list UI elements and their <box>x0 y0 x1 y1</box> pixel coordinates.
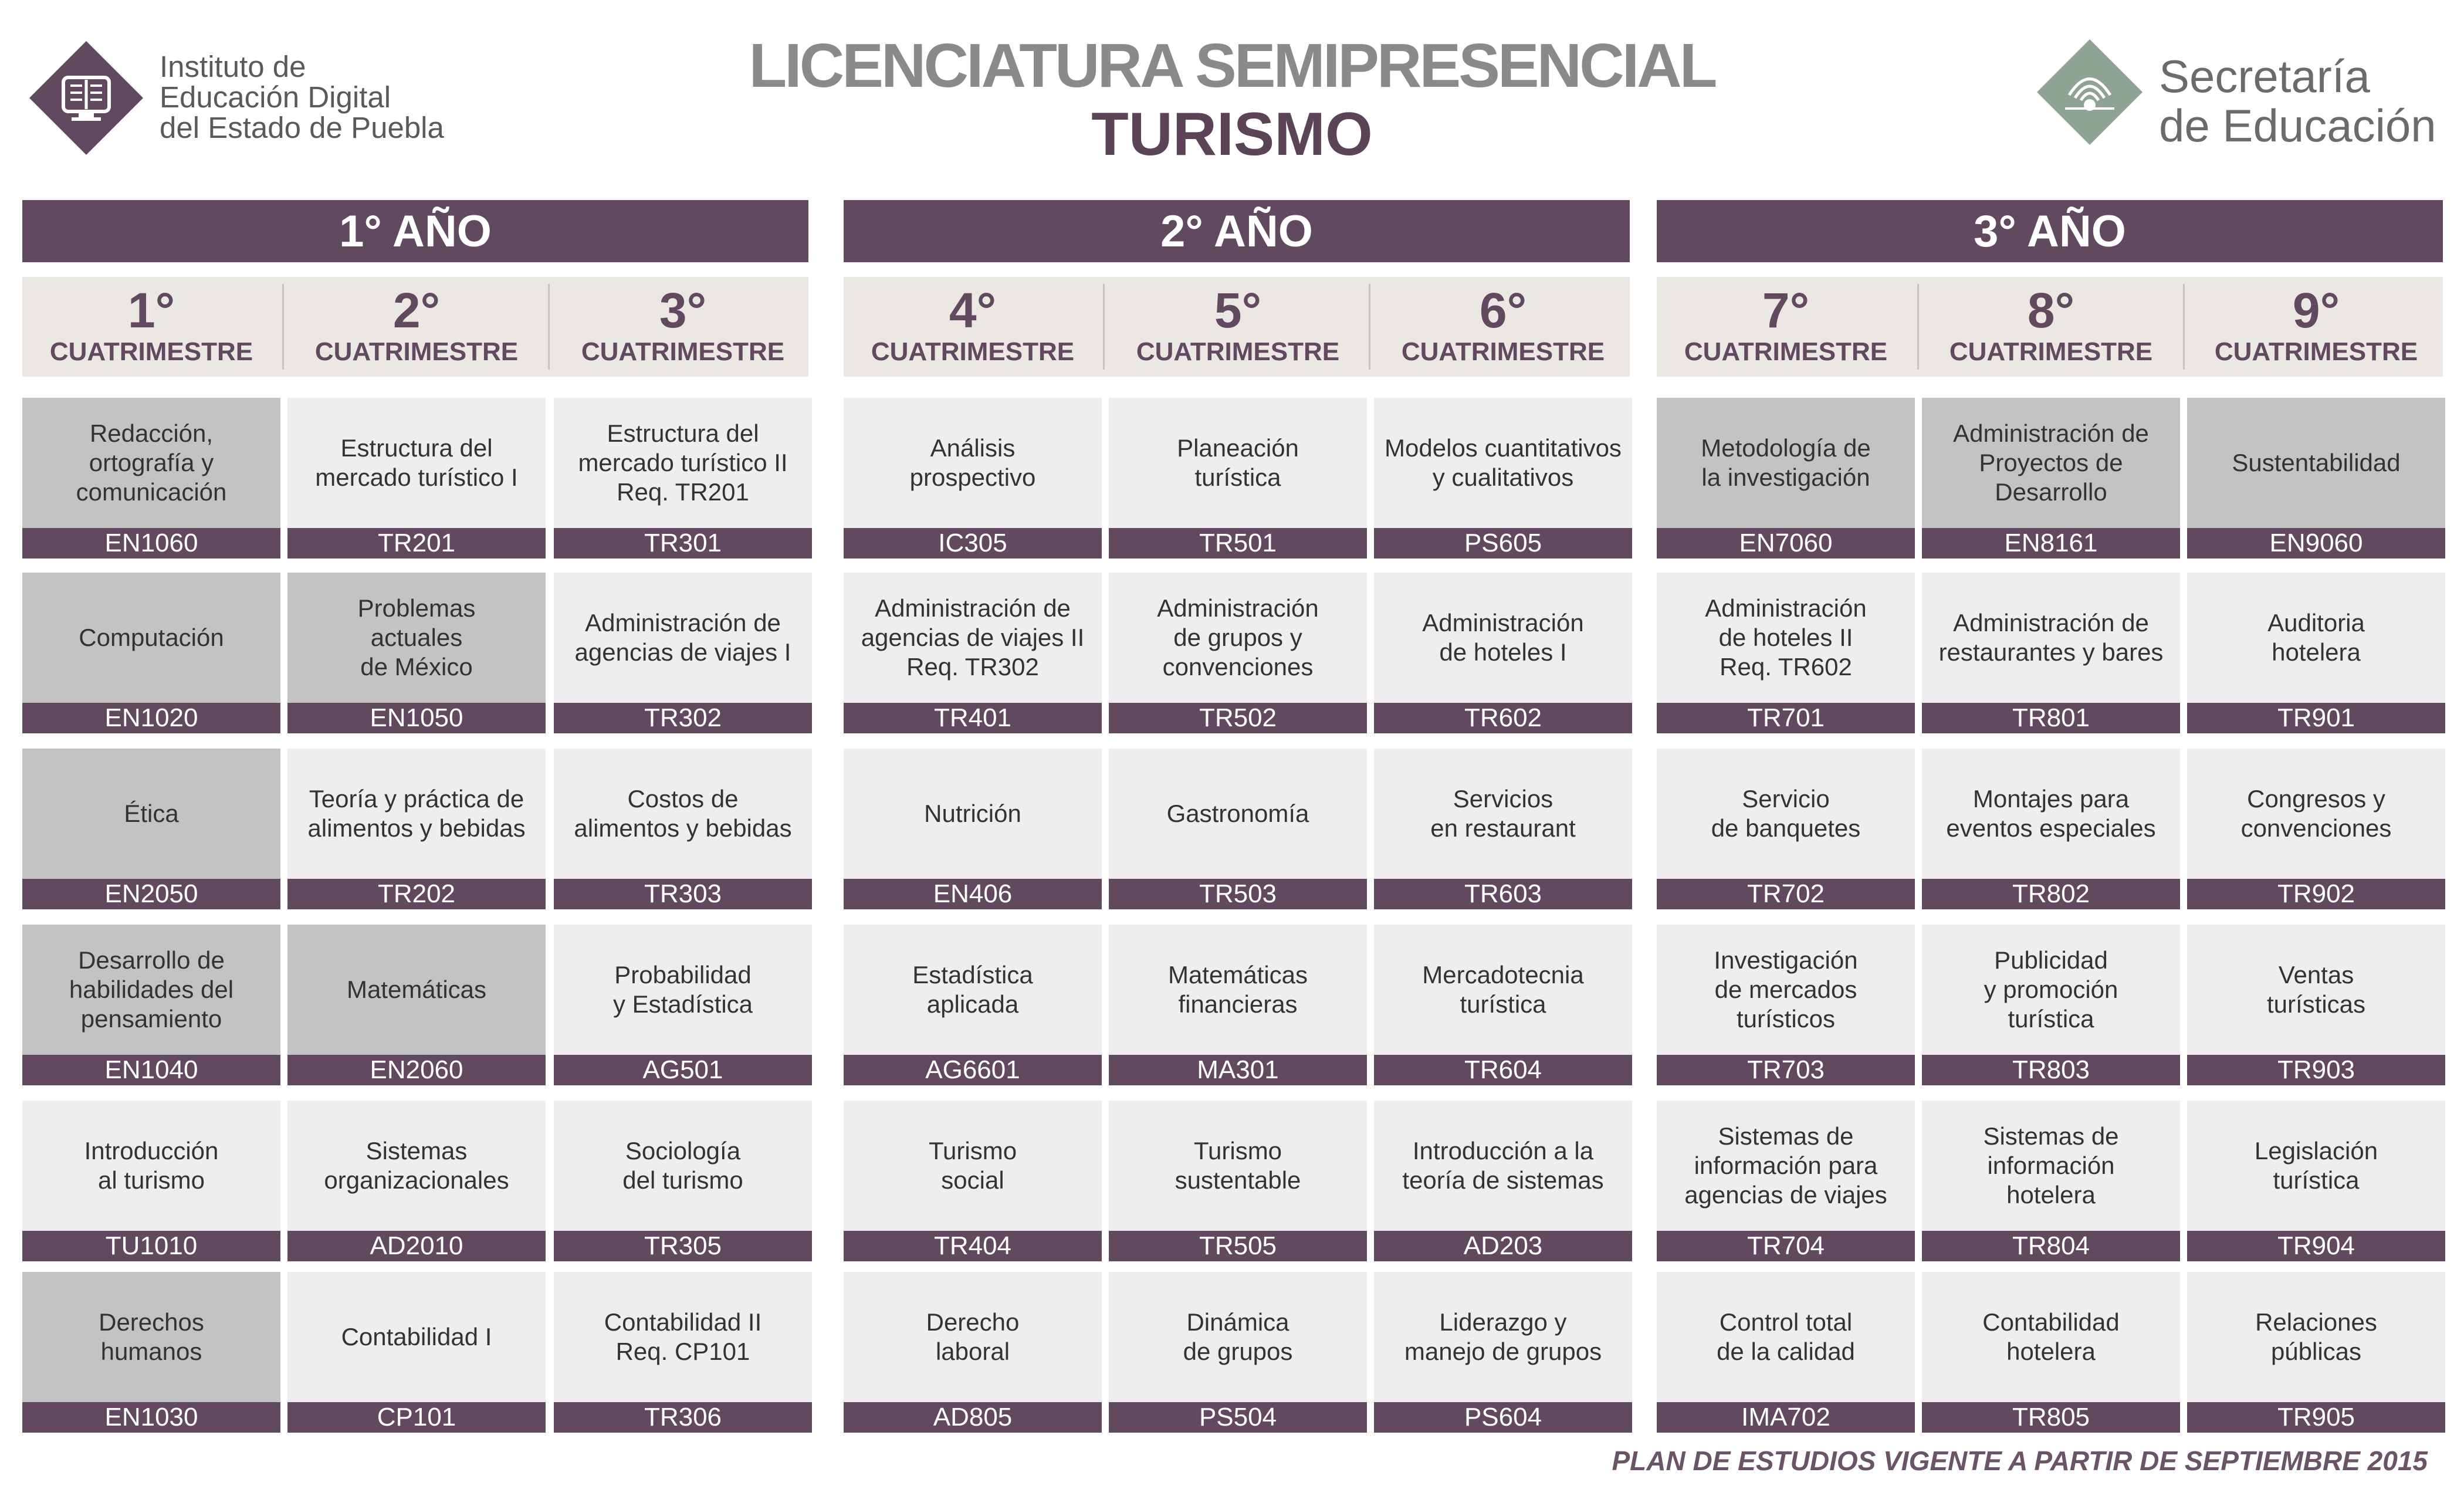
course-code: CP101 <box>287 1402 546 1433</box>
course-cell <box>1657 925 1915 1084</box>
course-code: AD203 <box>1374 1231 1632 1261</box>
course-name: Turismo social <box>844 1101 1102 1231</box>
cuatrimestre-label: CUATRIMESTRE <box>1684 337 1888 366</box>
course-name: Desarrollo de habilidades del pensamiento <box>22 925 280 1055</box>
cuatrimestre-label: CUATRIMESTRE <box>871 337 1075 366</box>
course-cell <box>287 1272 546 1431</box>
course-name: Relaciones públicas <box>2187 1272 2445 1402</box>
cuatrimestre-number: 3° <box>659 283 707 338</box>
course-cell <box>2187 1272 2445 1431</box>
course-cell <box>287 573 546 732</box>
course-name: Introducción al turismo <box>22 1101 280 1231</box>
course-code: TR802 <box>1922 879 2180 909</box>
course-cell <box>554 749 812 908</box>
course-name: Auditoria hotelera <box>2187 573 2445 703</box>
course-code: AD805 <box>844 1402 1102 1433</box>
course-name: Mercadotecnia turística <box>1374 925 1632 1055</box>
course-code: TR701 <box>1657 703 1915 733</box>
course-cell <box>1374 1272 1632 1431</box>
course-cell <box>1922 925 2180 1084</box>
course-cell <box>844 1272 1102 1431</box>
course-name: Liderazgo y manejo de grupos <box>1374 1272 1632 1402</box>
column-divider <box>2183 284 2185 370</box>
year-3-header: 3° AÑO <box>1657 200 2443 262</box>
course-code: EN1030 <box>22 1402 280 1433</box>
course-code: EN7060 <box>1657 528 1915 559</box>
course-name: Administración de restaurantes y bares <box>1922 573 2180 703</box>
cuatrimestre-number: 2° <box>392 283 441 338</box>
course-code: IMA702 <box>1657 1402 1915 1433</box>
course-cell <box>22 398 280 557</box>
course-cell <box>1657 749 1915 908</box>
course-code: TR603 <box>1374 879 1632 909</box>
cuatrimestre-number: 7° <box>1762 283 1810 338</box>
course-cell <box>844 749 1102 908</box>
course-code: TR905 <box>2187 1402 2445 1433</box>
course-code: TR902 <box>2187 879 2445 909</box>
course-name: Publicidad y promoción turística <box>1922 925 2180 1055</box>
course-cell <box>287 1101 546 1260</box>
cuatrimestre-number: 4° <box>949 283 997 338</box>
cuatrimestre-label: CUATRIMESTRE <box>581 337 785 366</box>
course-code: TR401 <box>844 703 1102 733</box>
column-divider <box>548 284 550 370</box>
course-cell <box>1109 1101 1367 1260</box>
course-name: Congresos y convenciones <box>2187 749 2445 879</box>
course-code: AD2010 <box>287 1231 546 1261</box>
course-name: Administración de hoteles II Req. TR602 <box>1657 573 1915 703</box>
course-name: Matemáticas <box>287 925 546 1055</box>
course-code: TR904 <box>2187 1231 2445 1261</box>
course-cell <box>287 749 546 908</box>
course-cell <box>2187 1101 2445 1260</box>
cuatrimestre-label: CUATRIMESTRE <box>2214 337 2418 366</box>
course-code: EN2050 <box>22 879 280 909</box>
cuatrimestre-number: 5° <box>1214 283 1262 338</box>
course-code: TR404 <box>844 1231 1102 1261</box>
course-cell <box>1109 1272 1367 1431</box>
course-code: TR901 <box>2187 703 2445 733</box>
course-cell <box>287 398 546 557</box>
course-code: TR703 <box>1657 1055 1915 1085</box>
course-code: MA301 <box>1109 1055 1367 1085</box>
course-code: EN1060 <box>22 528 280 559</box>
course-code: EN1050 <box>287 703 546 733</box>
course-name: Ventas turísticas <box>2187 925 2445 1055</box>
column-divider <box>1917 284 1919 370</box>
cuatrimestre-label: CUATRIMESTRE <box>49 337 253 366</box>
cuatrimestre-header-7 <box>1655 277 1917 377</box>
institute-name: Instituto de Educación Digital del Estado de Puebla <box>160 50 444 144</box>
cuatrimestre-header-5 <box>1107 277 1369 377</box>
course-code: TR502 <box>1109 703 1367 733</box>
book-diamond-icon <box>29 41 143 155</box>
course-code: EN2060 <box>287 1055 546 1085</box>
leaf-diamond-icon <box>2037 39 2143 145</box>
course-cell <box>1109 925 1367 1084</box>
course-code: EN406 <box>844 879 1102 909</box>
page-title: LICENCIATURA SEMIPRESENCIAL <box>749 31 1715 100</box>
course-name: Servicios en restaurant <box>1374 749 1632 879</box>
course-cell <box>844 925 1102 1084</box>
cuatrimestre-label: CUATRIMESTRE <box>1136 337 1340 366</box>
course-cell <box>22 573 280 732</box>
course-cell <box>1109 573 1367 732</box>
cuatrimestre-number: 1° <box>127 283 175 338</box>
cuatrimestre-label: CUATRIMESTRE <box>314 337 519 366</box>
course-name: Gastronomía <box>1109 749 1367 879</box>
course-name: Administración de grupos y convenciones <box>1109 573 1367 703</box>
course-cell <box>2187 749 2445 908</box>
course-cell <box>1657 1272 1915 1431</box>
cuatrimestre-header-1 <box>21 277 282 377</box>
course-name: Modelos cuantitativos y cualitativos <box>1374 398 1632 528</box>
course-name: Derecho laboral <box>844 1272 1102 1402</box>
course-name: Estructura del mercado turístico II Req. TR201 <box>554 398 812 528</box>
course-code: IC305 <box>844 528 1102 559</box>
course-name: Turismo sustentable <box>1109 1101 1367 1231</box>
plan-validity-note: PLAN DE ESTUDIOS VIGENTE A PARTIR DE SEPTIEMBRE 2015 <box>1612 1446 2428 1476</box>
course-name: Probabilidad y Estadística <box>554 925 812 1055</box>
course-code: TR903 <box>2187 1055 2445 1085</box>
course-name: Sociología del turismo <box>554 1101 812 1231</box>
course-name: Administración de hoteles I <box>1374 573 1632 703</box>
course-cell <box>1657 1101 1915 1260</box>
course-name: Legislación turística <box>2187 1101 2445 1231</box>
course-cell <box>1109 749 1367 908</box>
course-cell <box>22 749 280 908</box>
course-name: Computación <box>22 573 280 703</box>
course-cell <box>1922 1101 2180 1260</box>
course-code: EN1040 <box>22 1055 280 1085</box>
course-name: Sistemas organizacionales <box>287 1101 546 1231</box>
cuatrimestre-header-9 <box>2185 277 2447 377</box>
course-code: TR602 <box>1374 703 1632 733</box>
course-cell <box>554 398 812 557</box>
course-name: Estadística aplicada <box>844 925 1102 1055</box>
course-name: Problemas actuales de México <box>287 573 546 703</box>
course-name: Control total de la calidad <box>1657 1272 1915 1402</box>
course-cell <box>2187 573 2445 732</box>
year-2-header: 2° AÑO <box>844 200 1630 262</box>
course-name: Teoría y práctica de alimentos y bebidas <box>287 749 546 879</box>
cuatrimestre-header-2 <box>286 277 547 377</box>
course-cell <box>22 925 280 1084</box>
course-cell <box>1657 398 1915 557</box>
course-cell <box>1374 749 1632 908</box>
course-code: AG6601 <box>844 1055 1102 1085</box>
course-code: TR804 <box>1922 1231 2180 1261</box>
course-code: PS504 <box>1109 1402 1367 1433</box>
course-code: TR302 <box>554 703 812 733</box>
course-code: TU1010 <box>22 1231 280 1261</box>
course-name: Redacción, ortografía y comunicación <box>22 398 280 528</box>
course-cell <box>2187 925 2445 1084</box>
course-code: TR704 <box>1657 1231 1915 1261</box>
course-name: Administración de agencias de viajes I <box>554 573 812 703</box>
course-name: Administración de Proyectos de Desarrollo <box>1922 398 2180 528</box>
course-name: Administración de agencias de viajes II Req. TR302 <box>844 573 1102 703</box>
course-cell <box>554 573 812 732</box>
course-cell <box>1922 1272 2180 1431</box>
cuatrimestre-label: CUATRIMESTRE <box>1401 337 1605 366</box>
course-name: Contabilidad I <box>287 1272 546 1402</box>
course-cell <box>1374 925 1632 1084</box>
course-cell <box>1657 573 1915 732</box>
year-1-header: 1° AÑO <box>22 200 808 262</box>
course-cell <box>1374 398 1632 557</box>
course-code: TR503 <box>1109 879 1367 909</box>
course-code: EN1020 <box>22 703 280 733</box>
course-code: TR501 <box>1109 528 1367 559</box>
course-code: AG501 <box>554 1055 812 1085</box>
course-cell <box>554 1272 812 1431</box>
cuatrimestre-number: 6° <box>1479 283 1527 338</box>
course-code: PS605 <box>1374 528 1632 559</box>
cuatrimestre-number: 9° <box>2292 283 2340 338</box>
course-code: TR801 <box>1922 703 2180 733</box>
cuatrimestre-header-8 <box>1920 277 2182 377</box>
course-code: TR301 <box>554 528 812 559</box>
course-cell <box>1922 398 2180 557</box>
course-cell <box>1374 573 1632 732</box>
course-cell <box>1922 573 2180 732</box>
course-code: PS604 <box>1374 1402 1632 1433</box>
course-cell <box>844 398 1102 557</box>
course-name: Dinámica de grupos <box>1109 1272 1367 1402</box>
course-cell <box>1922 749 2180 908</box>
course-cell <box>554 1101 812 1260</box>
course-name: Matemáticas financieras <box>1109 925 1367 1055</box>
course-cell <box>844 573 1102 732</box>
course-name: Investigación de mercados turísticos <box>1657 925 1915 1055</box>
course-name: Costos de alimentos y bebidas <box>554 749 812 879</box>
course-code: TR303 <box>554 879 812 909</box>
course-name: Derechos humanos <box>22 1272 280 1402</box>
course-name: Metodología de la investigación <box>1657 398 1915 528</box>
course-cell <box>1374 1101 1632 1260</box>
cuatrimestre-header-6 <box>1372 277 1634 377</box>
course-name: Estructura del mercado turístico I <box>287 398 546 528</box>
course-code: TR305 <box>554 1231 812 1261</box>
cuatrimestre-header-4 <box>842 277 1104 377</box>
secretaria-name: Secretaría de Educación <box>2159 50 2436 151</box>
course-cell <box>22 1101 280 1260</box>
course-code: TR202 <box>287 879 546 909</box>
page-subtitle: TURISMO <box>1091 100 1373 168</box>
course-cell <box>844 1101 1102 1260</box>
column-divider <box>1369 284 1370 370</box>
course-name: Sistemas de información hotelera <box>1922 1101 2180 1231</box>
course-code: EN8161 <box>1922 528 2180 559</box>
course-name: Montajes para eventos especiales <box>1922 749 2180 879</box>
course-cell <box>2187 398 2445 557</box>
course-code: TR201 <box>287 528 546 559</box>
column-divider <box>282 284 284 370</box>
course-name: Contabilidad hotelera <box>1922 1272 2180 1402</box>
course-name: Servicio de banquetes <box>1657 749 1915 879</box>
course-code: EN9060 <box>2187 528 2445 559</box>
course-code: TR702 <box>1657 879 1915 909</box>
course-name: Introducción a la teoría de sistemas <box>1374 1101 1632 1231</box>
cuatrimestre-header-3 <box>552 277 814 377</box>
course-code: TR604 <box>1374 1055 1632 1085</box>
course-cell <box>554 925 812 1084</box>
course-code: TR505 <box>1109 1231 1367 1261</box>
course-code: TR805 <box>1922 1402 2180 1433</box>
course-name: Análisis prospectivo <box>844 398 1102 528</box>
course-code: TR803 <box>1922 1055 2180 1085</box>
course-name: Sustentabilidad <box>2187 398 2445 528</box>
course-name: Ética <box>22 749 280 879</box>
cuatrimestre-number: 8° <box>2027 283 2075 338</box>
course-name: Nutrición <box>844 749 1102 879</box>
course-cell <box>1109 398 1367 557</box>
course-name: Sistemas de información para agencias de viajes <box>1657 1101 1915 1231</box>
course-code: TR306 <box>554 1402 812 1433</box>
course-name: Planeación turística <box>1109 398 1367 528</box>
course-cell <box>22 1272 280 1431</box>
cuatrimestre-label: CUATRIMESTRE <box>1949 337 2153 366</box>
course-name: Contabilidad II Req. CP101 <box>554 1272 812 1402</box>
course-cell <box>287 925 546 1084</box>
